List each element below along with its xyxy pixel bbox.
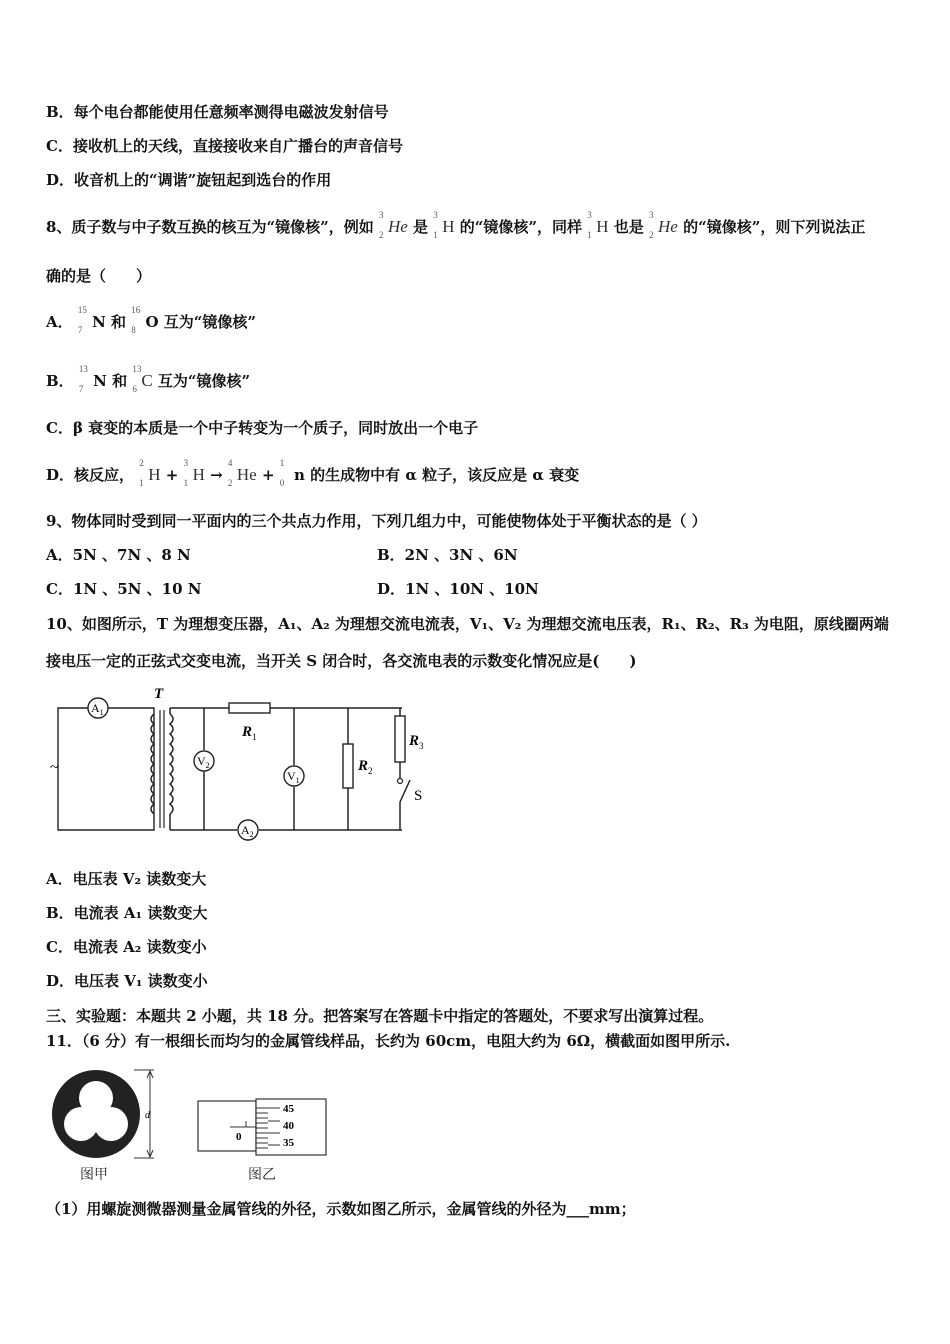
q9-option-b: B．2N 、3N 、6N: [377, 546, 518, 564]
q11-sub-1: （1）用螺旋测微器测量金属管线的外径，示数如图乙所示，金属管线的外径为___mm；: [46, 1200, 636, 1218]
q7-option-c: C．接收机上的天线，直接接收来自广播台的声音信号: [46, 137, 403, 155]
q7-option-b: B．每个电台都能使用任意频率测得电磁波发射信号: [46, 103, 389, 121]
arrow: →: [210, 466, 223, 484]
q7-option-d: D．收音机上的“调谐”旋钮起到选台的作用: [46, 171, 332, 189]
q10-stem-2: 接电压一定的正弦式交变电流，当开关 S 闭合时，各交流电表的示数变化情况应是( ): [46, 652, 637, 670]
label-r2: $R_2$: [358, 758, 373, 776]
q8-option-d: D．核反应， 2 1 H + 3 1 H → 4 2 He + 1 0 n 的生成物中有 α 粒子，该反应是 α 衰变: [46, 458, 580, 488]
q8-option-b: B． 13 7 N 和 13 6 C 互为“镜像核”: [46, 364, 251, 394]
nuclide-o16: 16 8: [131, 305, 141, 335]
figure-micrometer: [196, 1095, 332, 1157]
q9-option-c: C．1N 、5N 、10 N: [46, 580, 202, 598]
q8-stem: 8、质子数与中子数互换的核互为“镜像核”，例如 3 2 He 是 3 1 H 的“镜像核”，同样 3 1 H 也是 3 2 He 的“镜像核”，则下列说法正: [46, 210, 866, 240]
q8-stem-2: 确的是（ ）: [46, 267, 152, 285]
micrometer-sleeve: [198, 1101, 256, 1151]
figure-2-caption: 图乙: [248, 1167, 276, 1183]
label-a1: $A_1$: [91, 701, 104, 717]
resistor-r3: [395, 716, 405, 762]
nuclide-he3-2: 3 2 He: [649, 210, 678, 240]
nuclide-neutron: 1 0: [279, 458, 285, 488]
label-a2: $A_2$: [241, 823, 254, 839]
q8-option-c: C．β 衰变的本质是一个中子转变为一个质子，同时放出一个电子: [46, 419, 479, 437]
resistor-r1: [229, 703, 270, 713]
q9-option-a: A．5N 、7N 、8 N: [46, 546, 191, 564]
label-v2: $V_2$: [197, 754, 210, 770]
q10-option-d: D．电压表 V₁ 读数变小: [46, 972, 208, 990]
q9-option-d: D．1N 、10N 、10N: [377, 580, 539, 598]
figure-1-caption: 图甲: [80, 1167, 108, 1183]
q10-option-a: A．电压表 V₂ 读数变大: [46, 870, 207, 888]
scale-0: 0: [236, 1131, 242, 1143]
nuclide-n13: 13 7: [78, 364, 88, 394]
scale-35: 35: [283, 1137, 294, 1149]
q11-stem: 11．（6 分）有一根细长而均匀的金属管线样品，长约为 60cm，电阻大约为 6Ω，横截面如图甲所示.: [46, 1032, 731, 1050]
nuclide-c13: 13 6 C: [132, 364, 153, 394]
nuclide-he4: 4 2 He: [227, 458, 257, 488]
nuclide-h2: 2 1 H: [139, 458, 161, 488]
switch-contact: [398, 779, 403, 784]
label-r1: $R_1$: [242, 724, 257, 742]
nuclide-h3-2: 3 1 H: [587, 210, 609, 240]
q10-stem-1: 10、如图所示，T 为理想变压器，A₁、A₂ 为理想交流电流表，V₁、V₂ 为理想交流电压表，R₁、R₂、R₃ 为电阻，原线圈两端: [46, 615, 889, 633]
q10-option-b: B．电流表 A₁ 读数变大: [46, 904, 208, 922]
q9-stem: 9、物体同时受到同一平面内的三个共点力作用，下列几组力中，可能使物体处于平衡状态的是（ ）: [46, 512, 707, 530]
circuit-diagram: [44, 684, 444, 844]
label-r3: $R_3$: [409, 733, 424, 751]
q10-option-c: C．电流表 A₂ 读数变小: [46, 938, 207, 956]
nuclide-h3-3: 3 1 H: [183, 458, 205, 488]
label-v1: $V_1$: [287, 769, 300, 785]
nuclide-n15: 15 7: [77, 305, 87, 335]
scale-40: 40: [283, 1120, 294, 1132]
resistor-r2: [343, 744, 353, 788]
nuclide-he3: 3 2 He: [378, 210, 408, 240]
section-3-heading: 三、实验题：本题共 2 小题，共 18 分。把答案写在答题卡中指定的答题处，不要求写出演算过程。: [46, 1007, 714, 1025]
label-switch: S: [414, 788, 423, 804]
label-ac-source: ~: [50, 759, 59, 776]
diameter-label: d: [145, 1110, 150, 1121]
scale-45: 45: [283, 1103, 294, 1115]
label-transformer: T: [154, 686, 164, 702]
q8-option-a: A． 15 7 N 和 16 8 O 互为“镜像核”: [46, 305, 257, 335]
nuclide-h3: 3 1 H: [433, 210, 455, 240]
